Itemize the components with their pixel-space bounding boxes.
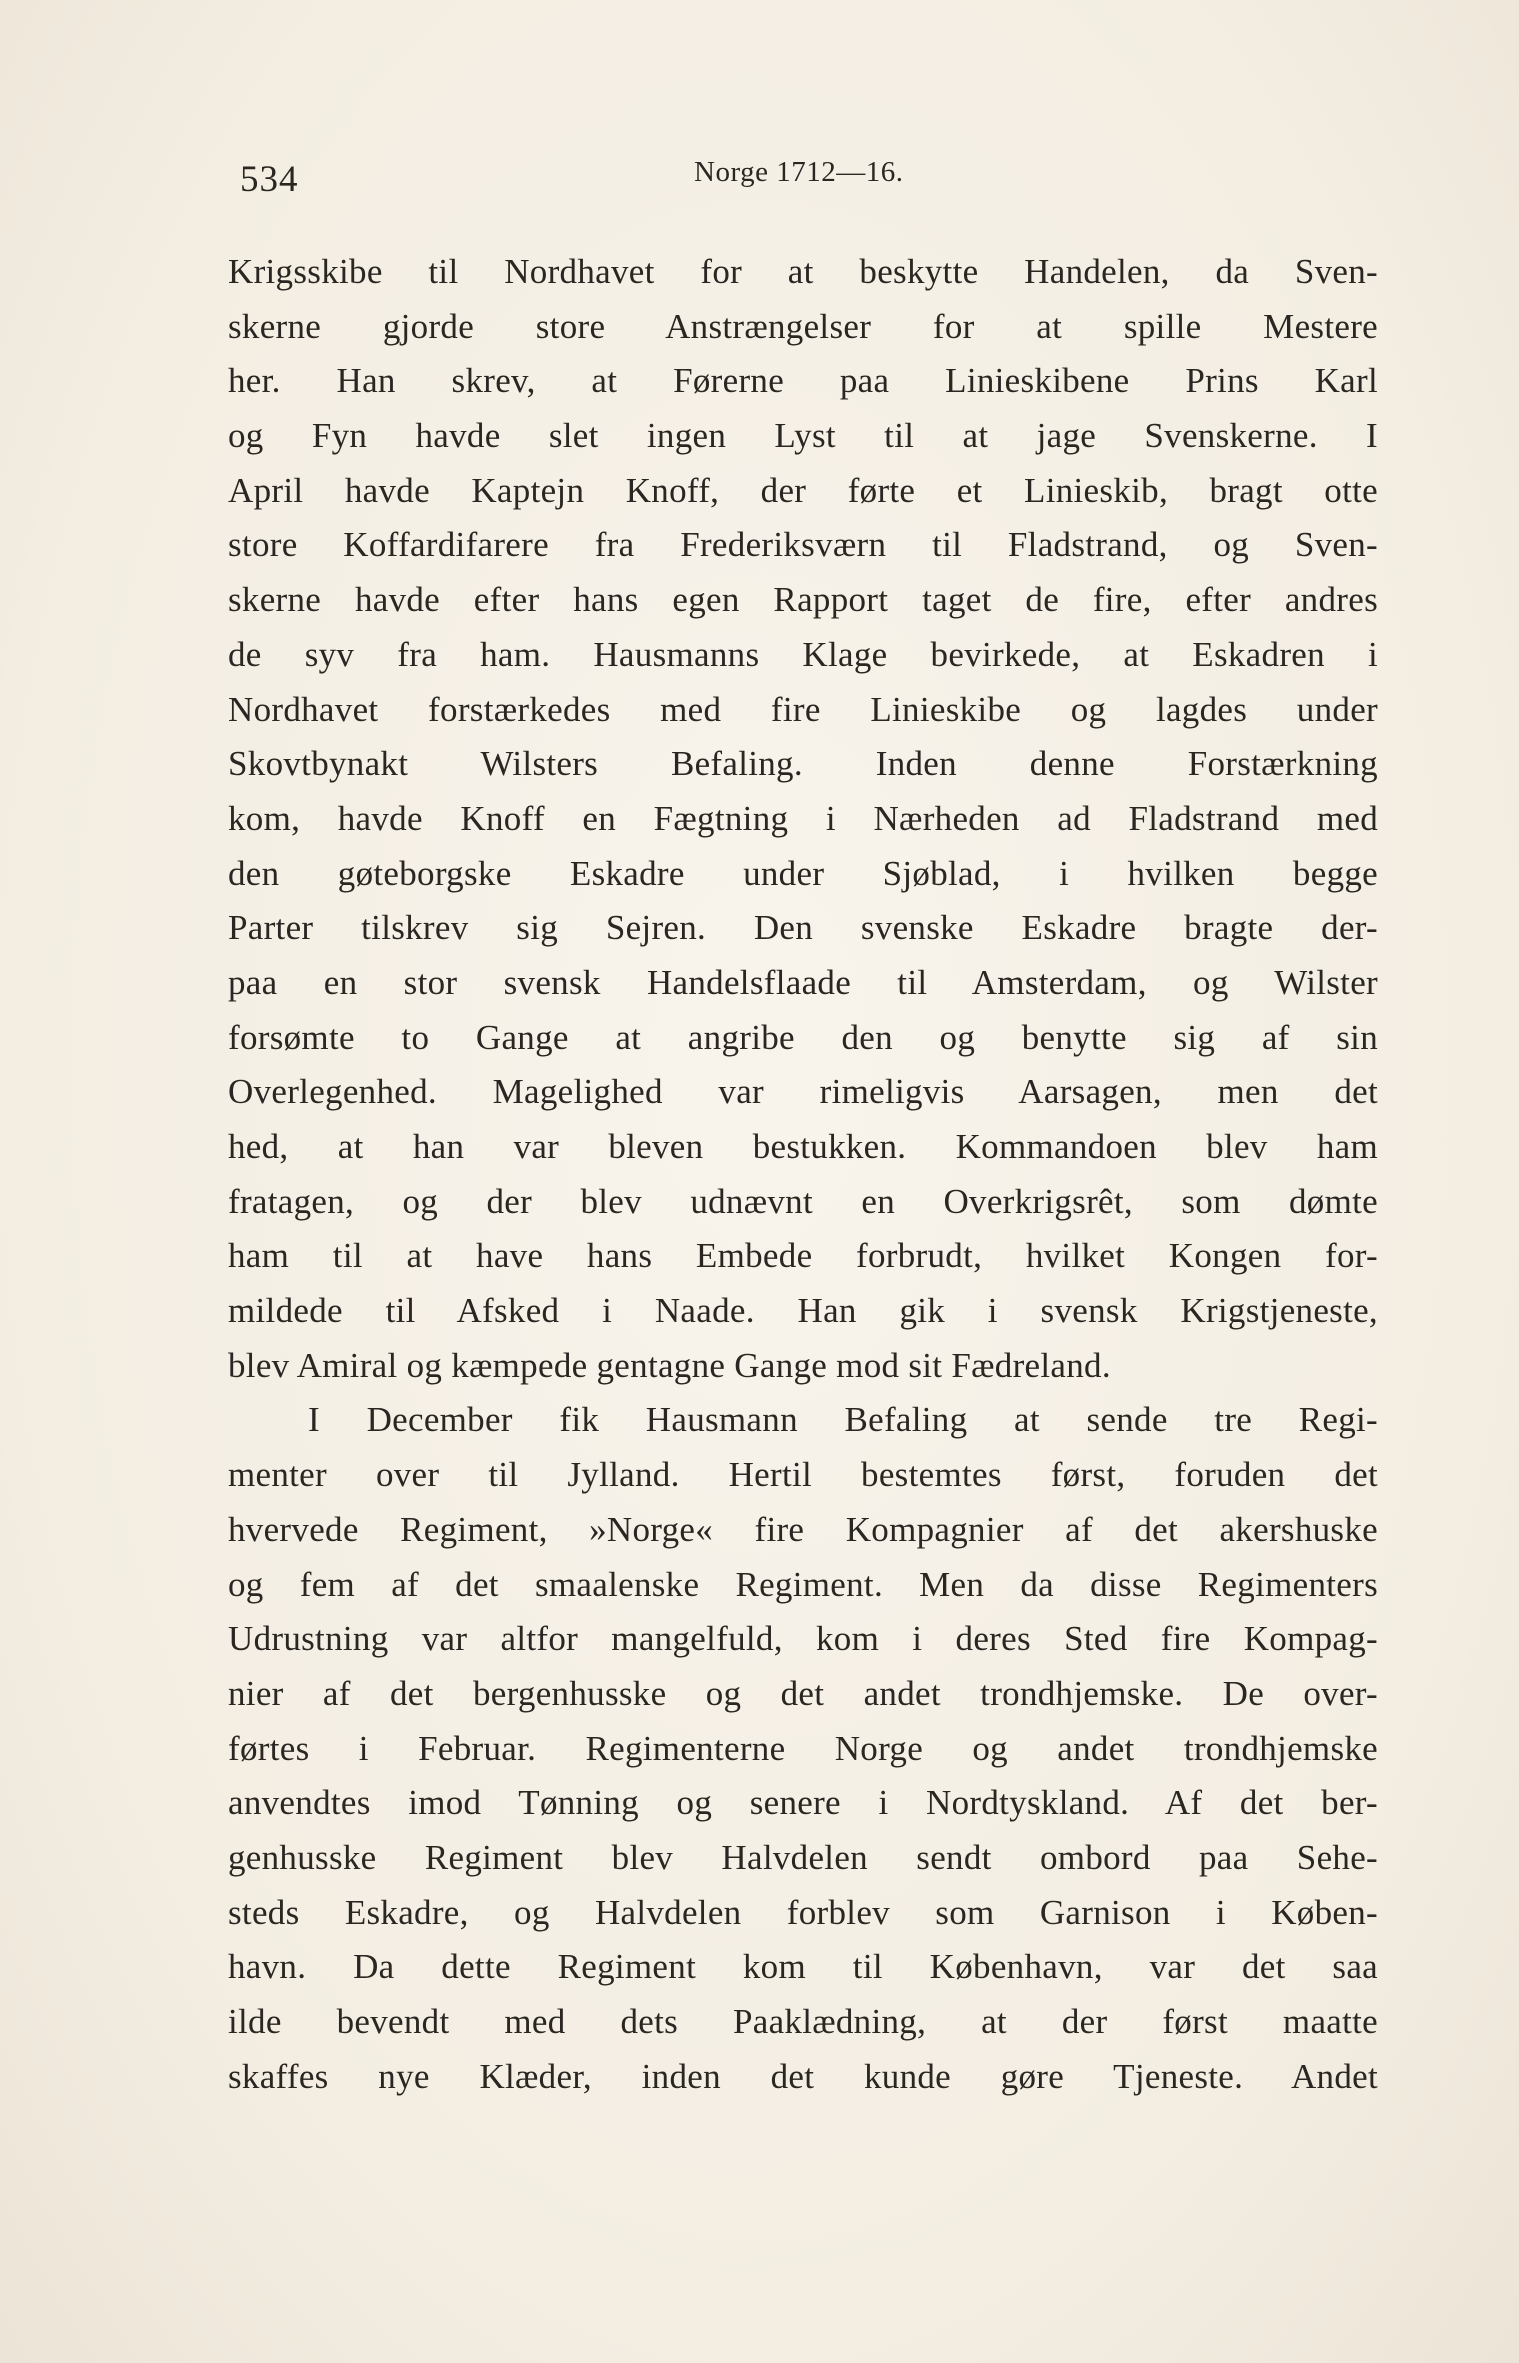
- text-line: hvervede Regiment, »Norge« fire Kompagnier af det akershuske: [228, 1509, 1378, 1549]
- text-line: menter over til Jylland. Hertil bestemtes først, foruden det: [228, 1455, 1378, 1495]
- text-line: Krigsskibe til Nordhavet for at beskytte Handelen, da Sven-: [228, 252, 1378, 291]
- text-line: havn. Da dette Regiment kom til København, var det saa: [228, 1947, 1378, 1987]
- text-line: store Koffardifarere fra Frederiksværn til Fladstrand, og Sven-: [228, 525, 1378, 565]
- text-line: mildede til Afsked i Naade. Han gik i svensk Krigstjeneste,: [228, 1291, 1378, 1331]
- text-line: Skovtbynakt Wilsters Befaling. Inden denne Forstærkning: [228, 744, 1378, 784]
- text-line: og fem af det smaalenske Regiment. Men da disse Regimenters: [228, 1564, 1378, 1604]
- running-title: Norge 1712—16.: [694, 156, 904, 188]
- text-line-paragraph-start: I December fik Hausmann Befaling at sende tre Regi-: [308, 1400, 1378, 1440]
- text-line: genhusske Regiment blev Halvdelen sendt ombord paa Sehe-: [228, 1837, 1378, 1877]
- text-line: nier af det bergenhusske og det andet trondhjemske. De over-: [228, 1673, 1378, 1713]
- text-line: hed, at han var bleven bestukken. Kommandoen blev ham: [228, 1127, 1378, 1166]
- text-line: og Fyn havde slet ingen Lyst til at jage Svenskerne. I: [228, 416, 1378, 456]
- page-number: 534: [240, 159, 299, 200]
- text-line: den gøteborgske Eskadre under Sjøblad, i hvilken begge: [228, 853, 1378, 893]
- text-line: April havde Kaptejn Knoff, der førte et Linieskib, bragt otte: [228, 470, 1378, 510]
- text-line: forsømte to Gange at angribe den og benytte sig af sin: [228, 1017, 1378, 1057]
- text-line: kom, havde Knoff en Fægtning i Nærheden ad Fladstrand med: [228, 798, 1378, 838]
- text-line: de syv fra ham. Hausmanns Klage bevirkede, at Eskadren i: [228, 634, 1378, 674]
- text-line-paragraph-end: blev Amiral og kæmpede gentagne Gange mod sit Fædreland.: [228, 1345, 1111, 1385]
- text-line: Overlegenhed. Magelighed var rimeligvis Aarsagen, men det: [228, 1072, 1378, 1112]
- text-line: Udrustning var altfor mangelfuld, kom i deres Sted fire Kompag-: [228, 1619, 1378, 1659]
- text-line: steds Eskadre, og Halvdelen forblev som Garnison i Køben-: [228, 1892, 1378, 1932]
- text-line: førtes i Februar. Regimenterne Norge og andet trondhjemske: [228, 1728, 1378, 1768]
- body-text: [228, 245, 1378, 2104]
- text-line: Nordhavet forstærkedes med fire Linieskibe og lagdes under: [228, 689, 1378, 729]
- text-line: Parter tilskrev sig Sejren. Den svenske Eskadre bragte der-: [228, 908, 1378, 948]
- text-line: ham til at have hans Embede forbrudt, hvilket Kongen for-: [228, 1236, 1378, 1276]
- text-line: skaffes nye Klæder, inden det kunde gøre Tjeneste. Andet: [228, 2056, 1378, 2096]
- text-line: her. Han skrev, at Førerne paa Linieskibene Prins Karl: [228, 361, 1378, 401]
- text-line: skerne gjorde store Anstrængelser for at spille Mestere: [228, 306, 1378, 346]
- text-line: paa en stor svensk Handelsflaade til Amsterdam, og Wilster: [228, 962, 1378, 1002]
- text-line: anvendtes imod Tønning og senere i Nordtyskland. Af det ber-: [228, 1783, 1378, 1823]
- text-line: skerne havde efter hans egen Rapport taget de fire, efter andres: [228, 580, 1378, 620]
- text-line: fratagen, og der blev udnævnt en Overkrigsrêt, som dømte: [228, 1181, 1378, 1221]
- text-line: ilde bevendt med dets Paaklædning, at der først maatte: [228, 2002, 1378, 2041]
- page-header: [240, 150, 1370, 210]
